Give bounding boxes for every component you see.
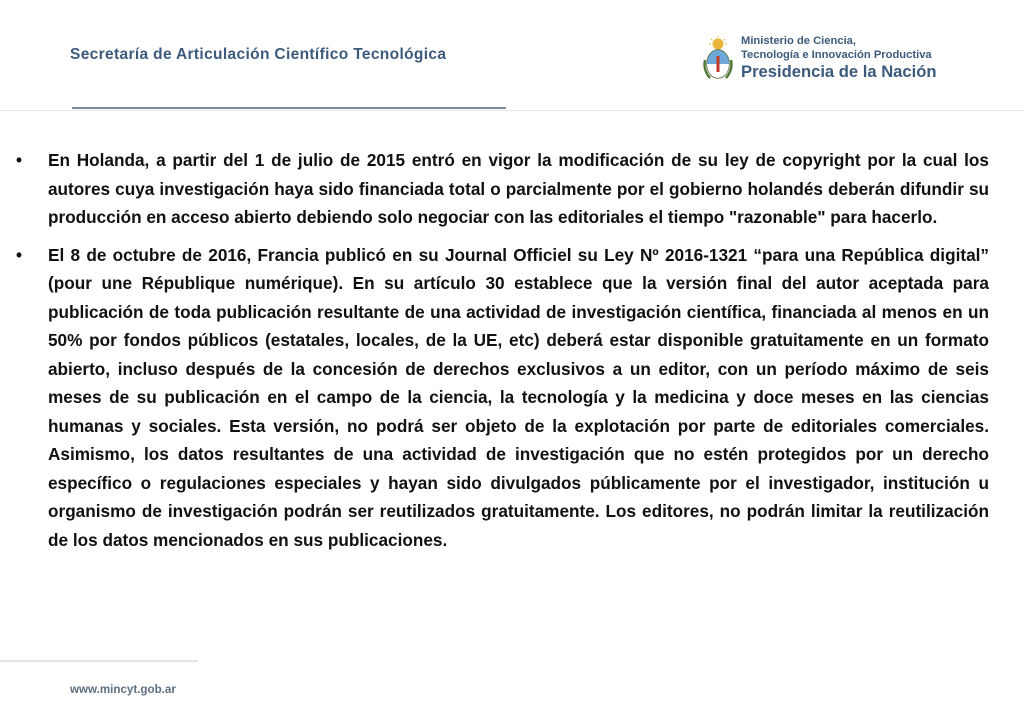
bullet-text: En Holanda, a partir del 1 de julio de 2015 entró en vigor la modificación de su ley de copyright por la cual los autores cuya investigación haya sido financiada total o parcialmente por el gobierno holandés deberán difundir su producción en acceso abierto debiendo solo negociar con las editoriales el tiempo "razonable" para hacerlo. [48, 150, 989, 227]
bullet-mark: • [16, 150, 23, 170]
footer-url[interactable]: www.mincyt.gob.ar [70, 683, 176, 696]
bullet-item-netherlands [15, 146, 989, 232]
header-divider [0, 110, 1024, 111]
ministry-line-2: Tecnología e Innovación Productiva [741, 48, 932, 61]
footer-divider [0, 660, 198, 662]
ministry-block [741, 35, 937, 82]
bullet-list [15, 146, 989, 563]
header-title: Secretaría de Articulación Científico Tecnológica [70, 46, 447, 63]
ministry-line-1: Ministerio de Ciencia, [741, 35, 857, 47]
argentina-coat-of-arms-icon [700, 36, 736, 82]
bullet-text: El 8 de octubre de 2016, Francia publicó en su Journal Officiel su Ley Nº 2016-1321 “para una República digital” (pour une République numérique). En su artículo 30 establece que la versión final del autor aceptada para publicación de toda publicación resultante de una actividad de investigación científica, financiada al menos en un 50% por fondos públicos (estatales, locales, de la UE, etc) deberá estar disponible gratuitamente en un formato abierto, incluso después de la concesión de derechos exclusivos a un editor, con un período máximo de seis meses de su publicación en el campo de la ciencia, la tecnología y la medicina y doce meses en las ciencias humanas y sociales. Esta versión, no podrá ser objeto de la explotación por parte de editoriales comerciales. Asimismo, los datos resultantes de una actividad de investigación que no estén protegidos por un derecho específico o regulaciones especiales y hayan sido divulgados públicamente por el investigador, institución u organismo de investigación podrán ser reutilizados gratuitamente. Los editores, no podrán limitar la reutilización de los datos mencionados en sus publicaciones. [48, 244, 989, 550]
bullet-item-france [15, 241, 989, 555]
bullet-mark: • [16, 244, 23, 265]
ministry-line-3: Presidencia de la Nación [741, 62, 937, 81]
header-underline [72, 107, 506, 109]
